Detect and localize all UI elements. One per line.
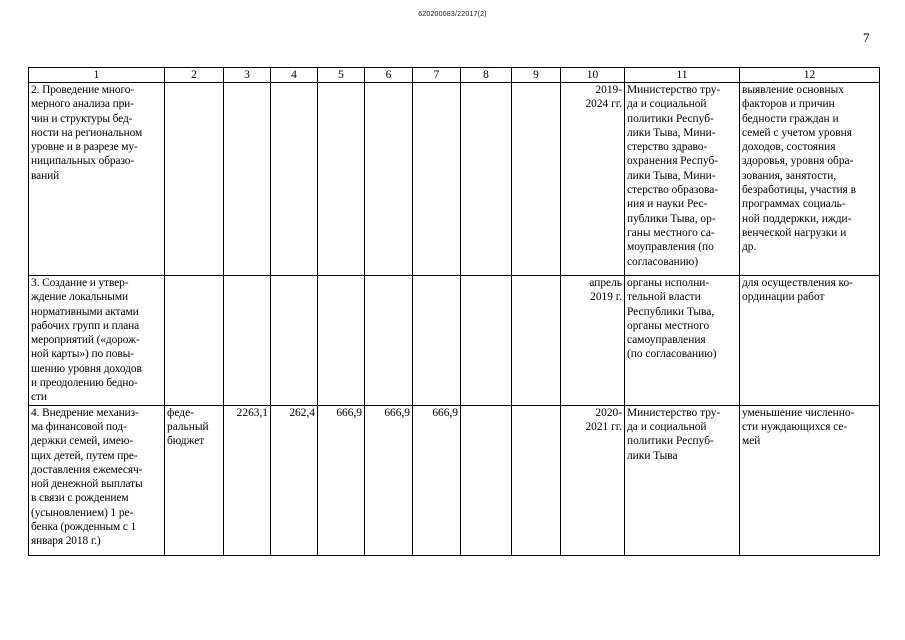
year-2019-cell <box>271 83 318 276</box>
column-header-10: 10 <box>561 68 625 83</box>
year-2019-cell <box>271 276 318 406</box>
column-header-7: 7 <box>413 68 461 83</box>
funding-source-cell <box>165 276 224 406</box>
activity-cell <box>29 405 165 555</box>
column-header-2: 2 <box>165 68 224 83</box>
term-cell <box>561 405 625 555</box>
result-text: выявление основных факторов и причин бедности граждан и семей с учетом уровня доходов, состояния здоровья, уровня обра- зования, занятости, безработицы, участия в программах социаль- ной поддержки, ижди- венческой нагрузки и др. <box>742 84 857 254</box>
result-cell <box>740 276 880 406</box>
executors-text: Министерство тру- да и социальной политики Респуб- лики Тыва <box>627 406 721 462</box>
term-text: 2019- 2024 гг. <box>585 84 622 111</box>
term-cell <box>561 83 625 276</box>
column-header-8: 8 <box>461 68 512 83</box>
year-2020-cell: 666,9 <box>318 405 365 555</box>
year-2022-cell <box>413 83 461 276</box>
year-2021-cell: 666,9 <box>365 405 413 555</box>
executors-text: органы исполни- тельной власти Республики Тыва, органы местного самоуправления (по согласованию) <box>627 277 717 361</box>
column-header-3: 3 <box>224 68 271 83</box>
activity-text: 2. Проведение много- мерного анализа при- чин и структуры бед- ности на региональном уровне и в разрезе му- ниципальных образо- ваний <box>31 84 143 182</box>
total-cell: 2263,1 <box>224 405 271 555</box>
year-2022-cell: 666,9 <box>413 405 461 555</box>
result-text: уменьшение численно- сти нуждающихся се- мей <box>742 406 855 448</box>
column-9-cell <box>512 83 561 276</box>
funding-source-cell <box>165 83 224 276</box>
term-text: 2020- 2021 гг. <box>585 406 622 433</box>
table-row <box>29 83 880 276</box>
activity-text: 4. Внедрение механиз- ма финансовой под- держки семей, имею- щих детей, путем пре- доставления ежемесяч- ной денежной выплаты в связи с рождением (усыновлением) 1 ре- бенка (рожденным с 1 января 2018 г.) <box>31 406 143 548</box>
year-2021-cell <box>365 83 413 276</box>
year-2022-cell <box>413 276 461 406</box>
page-number: 7 <box>863 30 870 45</box>
column-header-11: 11 <box>625 68 740 83</box>
column-header-6: 6 <box>365 68 413 83</box>
table-row <box>29 276 880 406</box>
executors-cell <box>625 83 740 276</box>
result-text: для осуществления ко- ординации работ <box>742 277 853 304</box>
year-2019-cell: 262,4 <box>271 405 318 555</box>
result-cell <box>740 83 880 276</box>
column-header-9: 9 <box>512 68 561 83</box>
funding-source-text: феде- ральный бюджет <box>167 406 209 448</box>
year-2020-cell <box>318 276 365 406</box>
column-8-cell <box>461 83 512 276</box>
year-2021-cell <box>365 276 413 406</box>
activity-cell <box>29 276 165 406</box>
column-8-cell <box>461 276 512 406</box>
activity-cell <box>29 83 165 276</box>
year-2020-cell <box>318 83 365 276</box>
funding-source-cell <box>165 405 224 555</box>
activity-text: 3. Создание и утвер- ждение локальными нормативными актами рабочих групп и плана мероприятий («дорож- ной карты») по повы- шению уровня доходов и преодолению бедно- сти <box>31 277 142 404</box>
column-header-1: 1 <box>29 68 165 83</box>
plan-table <box>28 67 880 556</box>
column-9-cell <box>512 405 561 555</box>
total-cell <box>224 83 271 276</box>
document-id: 620200083/22017(2) <box>418 11 487 18</box>
total-cell <box>224 276 271 406</box>
table-row <box>29 405 880 555</box>
column-9-cell <box>512 276 561 406</box>
term-text: апрель 2019 г. <box>589 277 622 304</box>
column-header-4: 4 <box>271 68 318 83</box>
executors-cell <box>625 405 740 555</box>
header-row <box>29 68 880 83</box>
column-header-12: 12 <box>740 68 880 83</box>
executors-cell <box>625 276 740 406</box>
executors-text: Министерство тру- да и социальной политики Респуб- лики Тыва, Мини- стерство здраво- охранения Респуб- лики Тыва, Мини- стерство образова- ния и науки Рес- публики Тыва, ор- ганы местного са- моуправления (по согласованию) <box>627 84 721 268</box>
column-header-5: 5 <box>318 68 365 83</box>
term-cell <box>561 276 625 406</box>
result-cell <box>740 405 880 555</box>
column-8-cell <box>461 405 512 555</box>
